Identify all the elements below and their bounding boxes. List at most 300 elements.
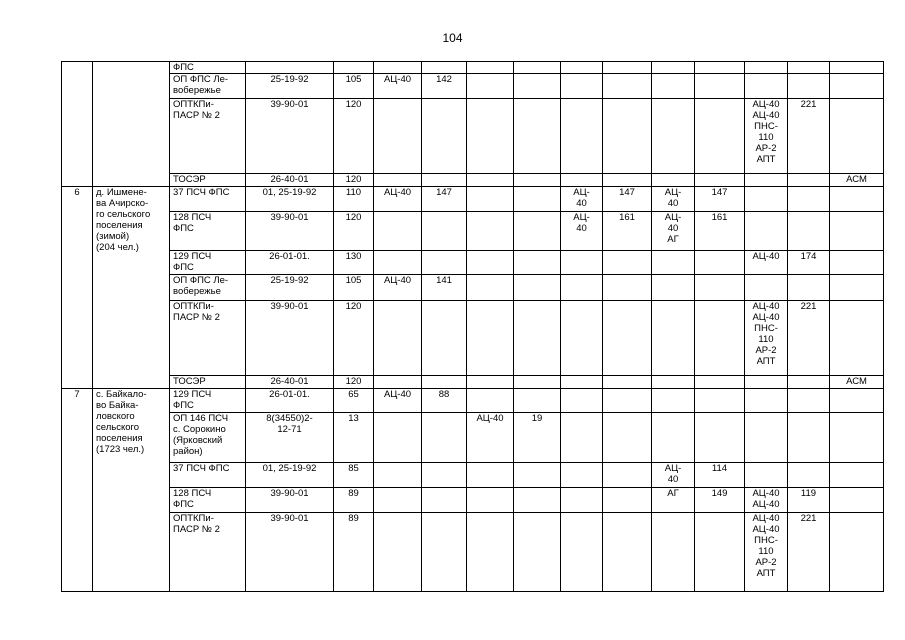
time-col1: [422, 187, 467, 212]
unit-name-line: ПАСР № 2: [173, 110, 220, 121]
distance-km: [334, 99, 374, 174]
time-col4-line: 114: [711, 463, 728, 474]
vehicle-col3: [561, 463, 603, 488]
unit-phone-line: 39-90-01: [270, 488, 309, 499]
vehicle-col2: [467, 212, 514, 251]
vehicle-col3: [561, 488, 603, 513]
table-row: [62, 389, 884, 413]
special-vehicle: [830, 174, 884, 187]
special-vehicle: [830, 62, 884, 74]
vehicle-col5-line: ПНС-: [754, 323, 778, 334]
unit-phone-line: 39-90-01: [270, 301, 309, 312]
unit-phone: [246, 389, 334, 413]
vehicle-col3: [561, 513, 603, 592]
unit-phone-line: 01, 25-19-92: [262, 463, 317, 474]
unit-name: [170, 301, 246, 376]
vehicle-col1-line: АЦ-40: [383, 389, 412, 400]
vehicle-col1: [374, 301, 422, 376]
vehicle-col2: [467, 413, 514, 463]
vehicle-col4: [652, 74, 695, 99]
row-number-line: 6: [74, 187, 80, 198]
unit-name: [170, 275, 246, 301]
vehicle-col2: [467, 488, 514, 513]
vehicle-col1: [374, 99, 422, 174]
unit-phone-line: 39-90-01: [270, 513, 309, 524]
vehicle-col5-line: АЦ-40: [752, 110, 780, 121]
vehicle-col5-line: 110: [758, 132, 774, 143]
special-vehicle: [830, 187, 884, 212]
time-col1: [422, 488, 467, 513]
time-col3: [603, 275, 652, 301]
time-col4: [695, 251, 745, 275]
special-vehicle: [830, 251, 884, 275]
special-vehicle: [830, 463, 884, 488]
vehicle-col2: [467, 513, 514, 592]
vehicle-col4: [652, 513, 695, 592]
unit-phone-line: 26-40-01: [270, 174, 309, 185]
time-col4: [695, 513, 745, 592]
settlement-name-line: сельского: [96, 422, 140, 433]
time-col4: [695, 301, 745, 376]
unit-name: [170, 376, 246, 389]
table-row: [62, 376, 884, 389]
vehicle-col5-line: АЦ-40: [752, 301, 780, 312]
time-col1-line: 88: [438, 389, 450, 400]
distance-km: [334, 212, 374, 251]
special-vehicle-line: АСМ: [846, 174, 867, 185]
time-col4: [695, 463, 745, 488]
time-col5-line: 221: [800, 99, 817, 110]
time-col2: [514, 376, 561, 389]
vehicle-col4-line: АЦ-: [664, 212, 682, 223]
time-col1-line: 147: [436, 187, 452, 198]
time-col5: [788, 376, 830, 389]
special-vehicle: [830, 513, 884, 592]
vehicle-col1: [374, 187, 422, 212]
vehicle-col5-line: АПТ: [756, 154, 776, 165]
time-col1: [422, 251, 467, 275]
time-col2: [514, 488, 561, 513]
vehicle-col4-line: 40: [667, 474, 679, 485]
table-row: [62, 251, 884, 275]
time-col2: [514, 389, 561, 413]
vehicle-col5-line: АР-2: [755, 557, 777, 568]
time-col5: [788, 62, 830, 74]
table-row: [62, 301, 884, 376]
distance-km-line: 13: [348, 413, 359, 424]
vehicle-col5: [745, 251, 788, 275]
vehicle-col3: [561, 187, 603, 212]
vehicle-col2: [467, 463, 514, 488]
table-row: [62, 174, 884, 187]
vehicle-col5: [745, 389, 788, 413]
vehicle-col4-line: 40: [667, 198, 679, 209]
vehicle-col5: [745, 212, 788, 251]
time-col3: [603, 389, 652, 413]
vehicle-col2: [467, 62, 514, 74]
vehicle-col1-line: АЦ-40: [383, 187, 412, 198]
vehicle-col2: [467, 251, 514, 275]
time-col2: [514, 187, 561, 212]
unit-name-line: с. Сорокино: [173, 424, 226, 435]
settlement-name-line: с. Байкало-: [96, 389, 147, 400]
unit-phone: [246, 301, 334, 376]
vehicle-col4-line: АГ: [667, 488, 679, 499]
vehicle-col4: [652, 488, 695, 513]
distance-km-line: 120: [345, 174, 362, 185]
vehicle-col5: [745, 376, 788, 389]
unit-phone-line: 25-19-92: [270, 275, 309, 286]
vehicle-col3: [561, 99, 603, 174]
vehicle-col5-line: АР-2: [755, 143, 777, 154]
table-row: [62, 62, 884, 74]
settlement-name: [93, 62, 170, 187]
unit-name-line: ОПТКПи-: [173, 99, 214, 110]
vehicle-col1: [374, 389, 422, 413]
unit-name-line: ТОСЭР: [173, 376, 206, 387]
vehicle-col5-line: АЦ-40: [752, 524, 780, 535]
distance-km-line: 89: [348, 488, 359, 499]
distance-km: [334, 74, 374, 99]
vehicle-col5-line: АЦ-40: [752, 99, 780, 110]
unit-name-line: вобережье: [173, 85, 221, 96]
vehicle-col4: [652, 463, 695, 488]
vehicle-col5-line: АЦ-40: [752, 499, 780, 510]
time-col4: [695, 488, 745, 513]
time-col1: [422, 99, 467, 174]
vehicle-col5-line: ПНС-: [754, 121, 778, 132]
vehicle-col1: [374, 251, 422, 275]
unit-phone-line: 26-01-01.: [269, 251, 310, 262]
vehicle-col4-line: 40: [667, 223, 679, 234]
vehicle-col1-line: АЦ-40: [383, 275, 412, 286]
time-col3: [603, 212, 652, 251]
unit-name: [170, 389, 246, 413]
time-col2: [514, 251, 561, 275]
time-col5: [788, 174, 830, 187]
unit-phone-line: 25-19-92: [270, 74, 309, 85]
unit-name: [170, 251, 246, 275]
time-col4-line: 149: [711, 488, 728, 499]
distance-km-line: 110: [345, 187, 362, 198]
time-col5: [788, 187, 830, 212]
time-col3: [603, 301, 652, 376]
time-col2: [514, 62, 561, 74]
vehicle-col5-line: АЦ-40: [752, 251, 780, 262]
unit-name: [170, 513, 246, 592]
time-col5: [788, 74, 830, 99]
time-col4: [695, 62, 745, 74]
table-row: [62, 212, 884, 251]
unit-phone: [246, 275, 334, 301]
unit-phone: [246, 463, 334, 488]
time-col4: [695, 389, 745, 413]
unit-phone: [246, 488, 334, 513]
distance-km-line: 130: [345, 251, 362, 262]
vehicle-col2: [467, 389, 514, 413]
vehicle-col1: [374, 488, 422, 513]
time-col1-line: 142: [436, 74, 452, 85]
table-row: [62, 488, 884, 513]
unit-phone: [246, 212, 334, 251]
special-vehicle: [830, 275, 884, 301]
settlement-name: [93, 187, 170, 389]
vehicle-col4: [652, 376, 695, 389]
fire-response-table: [61, 61, 884, 592]
time-col3-line: 147: [619, 187, 635, 198]
unit-name: [170, 74, 246, 99]
time-col2: [514, 74, 561, 99]
vehicle-col1: [374, 174, 422, 187]
vehicle-col4: [652, 413, 695, 463]
special-vehicle: [830, 488, 884, 513]
vehicle-col5: [745, 74, 788, 99]
time-col3: [603, 413, 652, 463]
vehicle-col5-line: ПНС-: [754, 535, 778, 546]
vehicle-col3: [561, 301, 603, 376]
time-col4: [695, 275, 745, 301]
time-col5-line: 221: [800, 301, 817, 312]
time-col4: [695, 174, 745, 187]
vehicle-col5-line: АЦ-40: [752, 488, 780, 499]
vehicle-col5-line: АПТ: [756, 568, 776, 579]
time-col1: [422, 413, 467, 463]
vehicle-col1: [374, 62, 422, 74]
vehicle-col5: [745, 413, 788, 463]
vehicle-col2: [467, 74, 514, 99]
vehicle-col1: [374, 376, 422, 389]
time-col1: [422, 463, 467, 488]
time-col2: [514, 413, 561, 463]
vehicle-col1: [374, 74, 422, 99]
unit-name: [170, 99, 246, 174]
special-vehicle: [830, 301, 884, 376]
time-col3: [603, 187, 652, 212]
unit-name-line: ФПС: [173, 499, 194, 510]
unit-name-line: ФПС: [173, 400, 194, 411]
row-number-line: 7: [74, 389, 80, 400]
unit-name-line: вобережье: [173, 286, 221, 297]
row-number: [62, 389, 93, 592]
distance-km-line: 89: [348, 513, 359, 524]
vehicle-col3: [561, 212, 603, 251]
special-vehicle: [830, 413, 884, 463]
unit-name-line: ОПТКПи-: [173, 513, 214, 524]
time-col5-line: 174: [800, 251, 817, 262]
row-number: [62, 62, 93, 187]
table-row: [62, 413, 884, 463]
unit-phone-line: 01, 25-19-92: [262, 187, 317, 198]
time-col1: [422, 62, 467, 74]
table-row: [62, 513, 884, 592]
unit-name: [170, 62, 246, 74]
time-col1: [422, 389, 467, 413]
time-col5: [788, 99, 830, 174]
time-col4: [695, 376, 745, 389]
vehicle-col3-line: АЦ-: [573, 187, 590, 198]
vehicle-col4: [652, 62, 695, 74]
unit-name: [170, 174, 246, 187]
table-row: [62, 74, 884, 99]
unit-phone: [246, 74, 334, 99]
vehicle-col3: [561, 251, 603, 275]
unit-phone: [246, 513, 334, 592]
vehicle-col4: [652, 212, 695, 251]
distance-km: [334, 413, 374, 463]
time-col5: [788, 389, 830, 413]
unit-phone: [246, 413, 334, 463]
time-col3: [603, 74, 652, 99]
time-col2: [514, 513, 561, 592]
distance-km-line: 120: [345, 376, 362, 387]
time-col3: [603, 251, 652, 275]
unit-name-line: 37 ПСЧ ФПС: [173, 187, 230, 198]
unit-name: [170, 463, 246, 488]
time-col1: [422, 174, 467, 187]
vehicle-col4-line: АГ: [667, 234, 679, 245]
unit-name-line: ОПТКПи-: [173, 301, 214, 312]
vehicle-col5-line: АПТ: [756, 356, 776, 367]
time-col5: [788, 488, 830, 513]
time-col1: [422, 301, 467, 376]
unit-phone: [246, 251, 334, 275]
distance-km: [334, 62, 374, 74]
vehicle-col1-line: АЦ-40: [383, 74, 412, 85]
time-col1-line: 141: [436, 275, 452, 286]
unit-name-line: 128 ПСЧ: [173, 488, 212, 499]
special-vehicle: [830, 99, 884, 174]
time-col5-line: 221: [800, 513, 817, 524]
page-number: 104: [442, 31, 463, 45]
unit-phone-line: 26-40-01: [270, 376, 309, 387]
unit-phone-line: 8(34550)2-: [266, 413, 313, 424]
vehicle-col3-line: 40: [576, 223, 587, 234]
unit-name: [170, 212, 246, 251]
vehicle-col5-line: 110: [758, 334, 774, 345]
vehicle-col4: [652, 99, 695, 174]
unit-phone: [246, 99, 334, 174]
time-col5-line: 119: [800, 488, 817, 499]
distance-km: [334, 174, 374, 187]
special-vehicle-line: АСМ: [846, 376, 867, 387]
vehicle-col3: [561, 62, 603, 74]
settlement-name-line: во Байка-: [96, 400, 139, 411]
distance-km-line: 105: [345, 74, 362, 85]
vehicle-col3: [561, 174, 603, 187]
vehicle-col5: [745, 62, 788, 74]
time-col5: [788, 413, 830, 463]
unit-phone: [246, 62, 334, 74]
vehicle-col5: [745, 488, 788, 513]
unit-name-line: ФПС: [173, 223, 194, 234]
vehicle-col5-line: АЦ-40: [752, 513, 780, 524]
settlement-name-line: поселения: [96, 220, 143, 231]
vehicle-col3: [561, 413, 603, 463]
vehicle-col2: [467, 376, 514, 389]
distance-km: [334, 488, 374, 513]
table-row: [62, 463, 884, 488]
time-col4: [695, 413, 745, 463]
distance-km: [334, 187, 374, 212]
vehicle-col4-line: АЦ-: [664, 463, 682, 474]
time-col4: [695, 99, 745, 174]
time-col4-line: 147: [711, 187, 728, 198]
time-col4: [695, 74, 745, 99]
unit-phone: [246, 376, 334, 389]
unit-name: [170, 187, 246, 212]
vehicle-col3: [561, 74, 603, 99]
time-col5: [788, 251, 830, 275]
vehicle-col2-line: АЦ-40: [476, 413, 504, 424]
time-col2: [514, 212, 561, 251]
unit-name-line: ТОСЭР: [173, 174, 206, 185]
unit-phone-line: 26-01-01.: [269, 389, 310, 400]
settlement-name-line: ва Ачирско-: [96, 198, 149, 209]
unit-name-line: (Ярковский: [173, 435, 223, 446]
vehicle-col5: [745, 275, 788, 301]
unit-name-line: ПАСР № 2: [173, 524, 220, 535]
table-row: [62, 275, 884, 301]
distance-km: [334, 389, 374, 413]
unit-phone-line: 39-90-01: [270, 99, 309, 110]
time-col1: [422, 275, 467, 301]
unit-name-line: 128 ПСЧ: [173, 212, 212, 223]
table-row: [62, 187, 884, 212]
time-col5: [788, 212, 830, 251]
distance-km: [334, 513, 374, 592]
unit-name-line: ОП ФПС Ле-: [173, 275, 229, 286]
vehicle-col3: [561, 389, 603, 413]
time-col1: [422, 513, 467, 592]
unit-phone-line: 39-90-01: [270, 212, 309, 223]
distance-km-line: 105: [345, 275, 362, 286]
settlement-name-line: поселения: [96, 433, 143, 444]
special-vehicle: [830, 376, 884, 389]
vehicle-col4-line: АЦ-: [664, 187, 682, 198]
settlement-name-line: (1723 чел.): [96, 444, 145, 455]
unit-name-line: ПАСР № 2: [173, 312, 220, 323]
vehicle-col2: [467, 275, 514, 301]
vehicle-col3-line: 40: [576, 198, 587, 209]
vehicle-col1: [374, 463, 422, 488]
vehicle-col1: [374, 513, 422, 592]
special-vehicle: [830, 389, 884, 413]
row-number: [62, 187, 93, 389]
time-col5: [788, 275, 830, 301]
time-col3: [603, 174, 652, 187]
unit-name-line: 129 ПСЧ: [173, 389, 212, 400]
time-col3: [603, 99, 652, 174]
settlement-name-line: (204 чел.): [96, 242, 139, 253]
time-col3: [603, 463, 652, 488]
time-col3: [603, 62, 652, 74]
time-col3: [603, 513, 652, 592]
vehicle-col4: [652, 301, 695, 376]
time-col2: [514, 275, 561, 301]
vehicle-col2: [467, 301, 514, 376]
distance-km: [334, 251, 374, 275]
distance-km-line: 85: [348, 463, 359, 474]
settlement-name-line: д. Ишмене-: [96, 187, 147, 198]
time-col1: [422, 212, 467, 251]
distance-km: [334, 463, 374, 488]
vehicle-col5-line: АР-2: [755, 345, 777, 356]
vehicle-col3: [561, 275, 603, 301]
vehicle-col5: [745, 99, 788, 174]
unit-phone: [246, 187, 334, 212]
vehicle-col5: [745, 301, 788, 376]
distance-km-line: 120: [345, 301, 362, 312]
